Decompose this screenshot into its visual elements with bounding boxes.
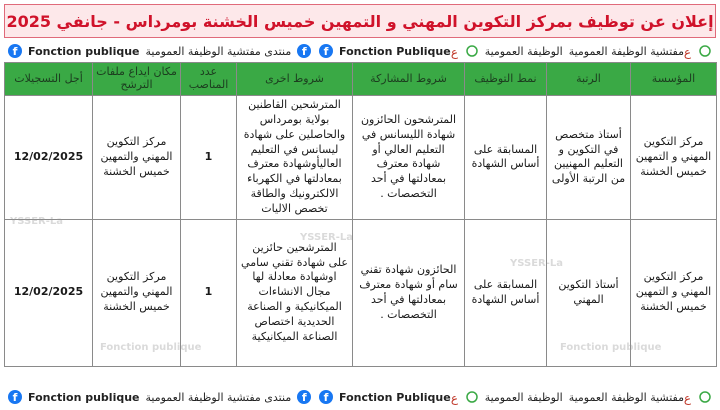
recruitment-table — [4, 62, 717, 367]
cell-deadline: 12/02/2025 — [5, 219, 93, 366]
brand-group-right — [8, 44, 311, 58]
facebook-icon[interactable]: f — [319, 390, 333, 404]
header-institution: المؤسسة — [631, 63, 717, 96]
brand-group-right — [8, 390, 311, 404]
brand-bar-top — [0, 40, 720, 62]
svg-text:ع: ع — [683, 45, 691, 59]
page-name-caps: Fonction Publique — [339, 44, 451, 58]
svg-text:ع: ع — [450, 391, 458, 405]
cell-deposit-place: مركز التكوين المهني والتمهين خميس الخشنة — [93, 219, 181, 366]
inspectorate-logo-icon — [683, 390, 712, 405]
page-name: Fonction publique — [28, 390, 140, 404]
inspectorate-logo-icon — [683, 44, 712, 59]
header-other-conditions: شروط اخرى — [237, 63, 353, 96]
announcement-title: إعلان عن توظيف بمركز التكوين المهني و التمهين خميس الخشنة بومرداس - جانفي 2025 — [6, 11, 714, 31]
brand-group-left — [319, 44, 712, 58]
header-deadline: أجل التسجيلات — [5, 63, 93, 96]
brand-group-left — [319, 390, 712, 404]
cell-participation: المترشحون الحائزون شهادة الليسانس في التعليم العالي أو شهادة معترف بمعادلتها في أحد التخصصات . — [353, 96, 465, 220]
table-row — [5, 96, 717, 220]
inspectorate-name: مفتشية الوظيفة العمومية — [568, 44, 684, 58]
cell-rank: أستاذ متخصص في التكوين و التعليم المهنيين من الرتبة الأولى — [547, 96, 631, 220]
cell-positions: 1 — [181, 219, 237, 366]
header-positions: عدد المناصب — [181, 63, 237, 96]
facebook-icon[interactable]: f — [297, 44, 311, 58]
public-function-name: الوظيفة العمومية — [484, 390, 563, 404]
cell-rank: أستاذ التكوين المهني — [547, 219, 631, 366]
watermark-page: Fonction publique — [560, 342, 662, 353]
cell-participation: الحائزون شهادة تقني سام أو شهادة معترف بمعادلتها في أحد التخصصات . — [353, 219, 465, 366]
watermark-page: Fonction publique — [100, 342, 202, 353]
cell-institution: مركز التكوين المهني و التمهين خميس الخشنة — [631, 96, 717, 220]
cell-other-conditions: المترشحين حائزين على شهادة تقني سامي اوشهادة معادلة لها مجال الانشاءات الميكانيكية و الصناعة الحديدية اختصاص الصناعة الميكانيكية — [237, 219, 353, 366]
forum-name: منتدى مفتشية الوظيفة العمومية — [145, 44, 292, 58]
table-header-row — [5, 63, 717, 96]
forum-name: منتدى مفتشية الوظيفة العمومية — [145, 390, 292, 404]
cell-institution: مركز التكوين المهني و التمهين خميس الخشنة — [631, 219, 717, 366]
svg-text:ع: ع — [683, 391, 691, 405]
table-row — [5, 219, 717, 366]
header-participation: شروط المشاركة — [353, 63, 465, 96]
cell-deadline: 12/02/2025 — [5, 96, 93, 220]
facebook-icon[interactable]: f — [297, 390, 311, 404]
page-name-caps: Fonction Publique — [339, 390, 451, 404]
brand-bar-bottom — [0, 386, 720, 408]
facebook-icon[interactable]: f — [319, 44, 333, 58]
watermark-site: YSSER-La — [300, 232, 353, 243]
facebook-icon[interactable]: f — [8, 390, 22, 404]
inspectorate-name: مفتشية الوظيفة العمومية — [568, 390, 684, 404]
watermark-site: YSSER-La — [10, 216, 63, 227]
page-name: Fonction publique — [28, 44, 140, 58]
cell-deposit-place: مركز التكوين المهني والتمهين خميس الخشنة — [93, 96, 181, 220]
public-function-name: الوظيفة العمومية — [484, 44, 563, 58]
announcement-title-bar — [4, 4, 716, 38]
header-deposit-place: مكان ايداع ملفات الترشح — [93, 63, 181, 96]
facebook-icon[interactable]: f — [8, 44, 22, 58]
cell-recruitment-mode: المسابقة على أساس الشهادة — [465, 219, 547, 366]
cell-other-conditions: المترشحين القاطنين بولاية بومرداس والحاصلين على شهادة ليسانس في التعليم العاليأوشهادة معترف بمعادلتها في الكهرباء الالكترونيك والطاقة تخصص الاليات — [237, 96, 353, 220]
watermark-site: YSSER-La — [510, 258, 563, 269]
header-recruitment-mode: نمط التوظيف — [465, 63, 547, 96]
header-rank: الرتبة — [547, 63, 631, 96]
public-function-logo-icon — [450, 390, 479, 405]
svg-text:ع: ع — [450, 45, 458, 59]
cell-positions: 1 — [181, 96, 237, 220]
cell-recruitment-mode: المسابقة على أساس الشهادة — [465, 96, 547, 220]
public-function-logo-icon — [450, 44, 479, 59]
